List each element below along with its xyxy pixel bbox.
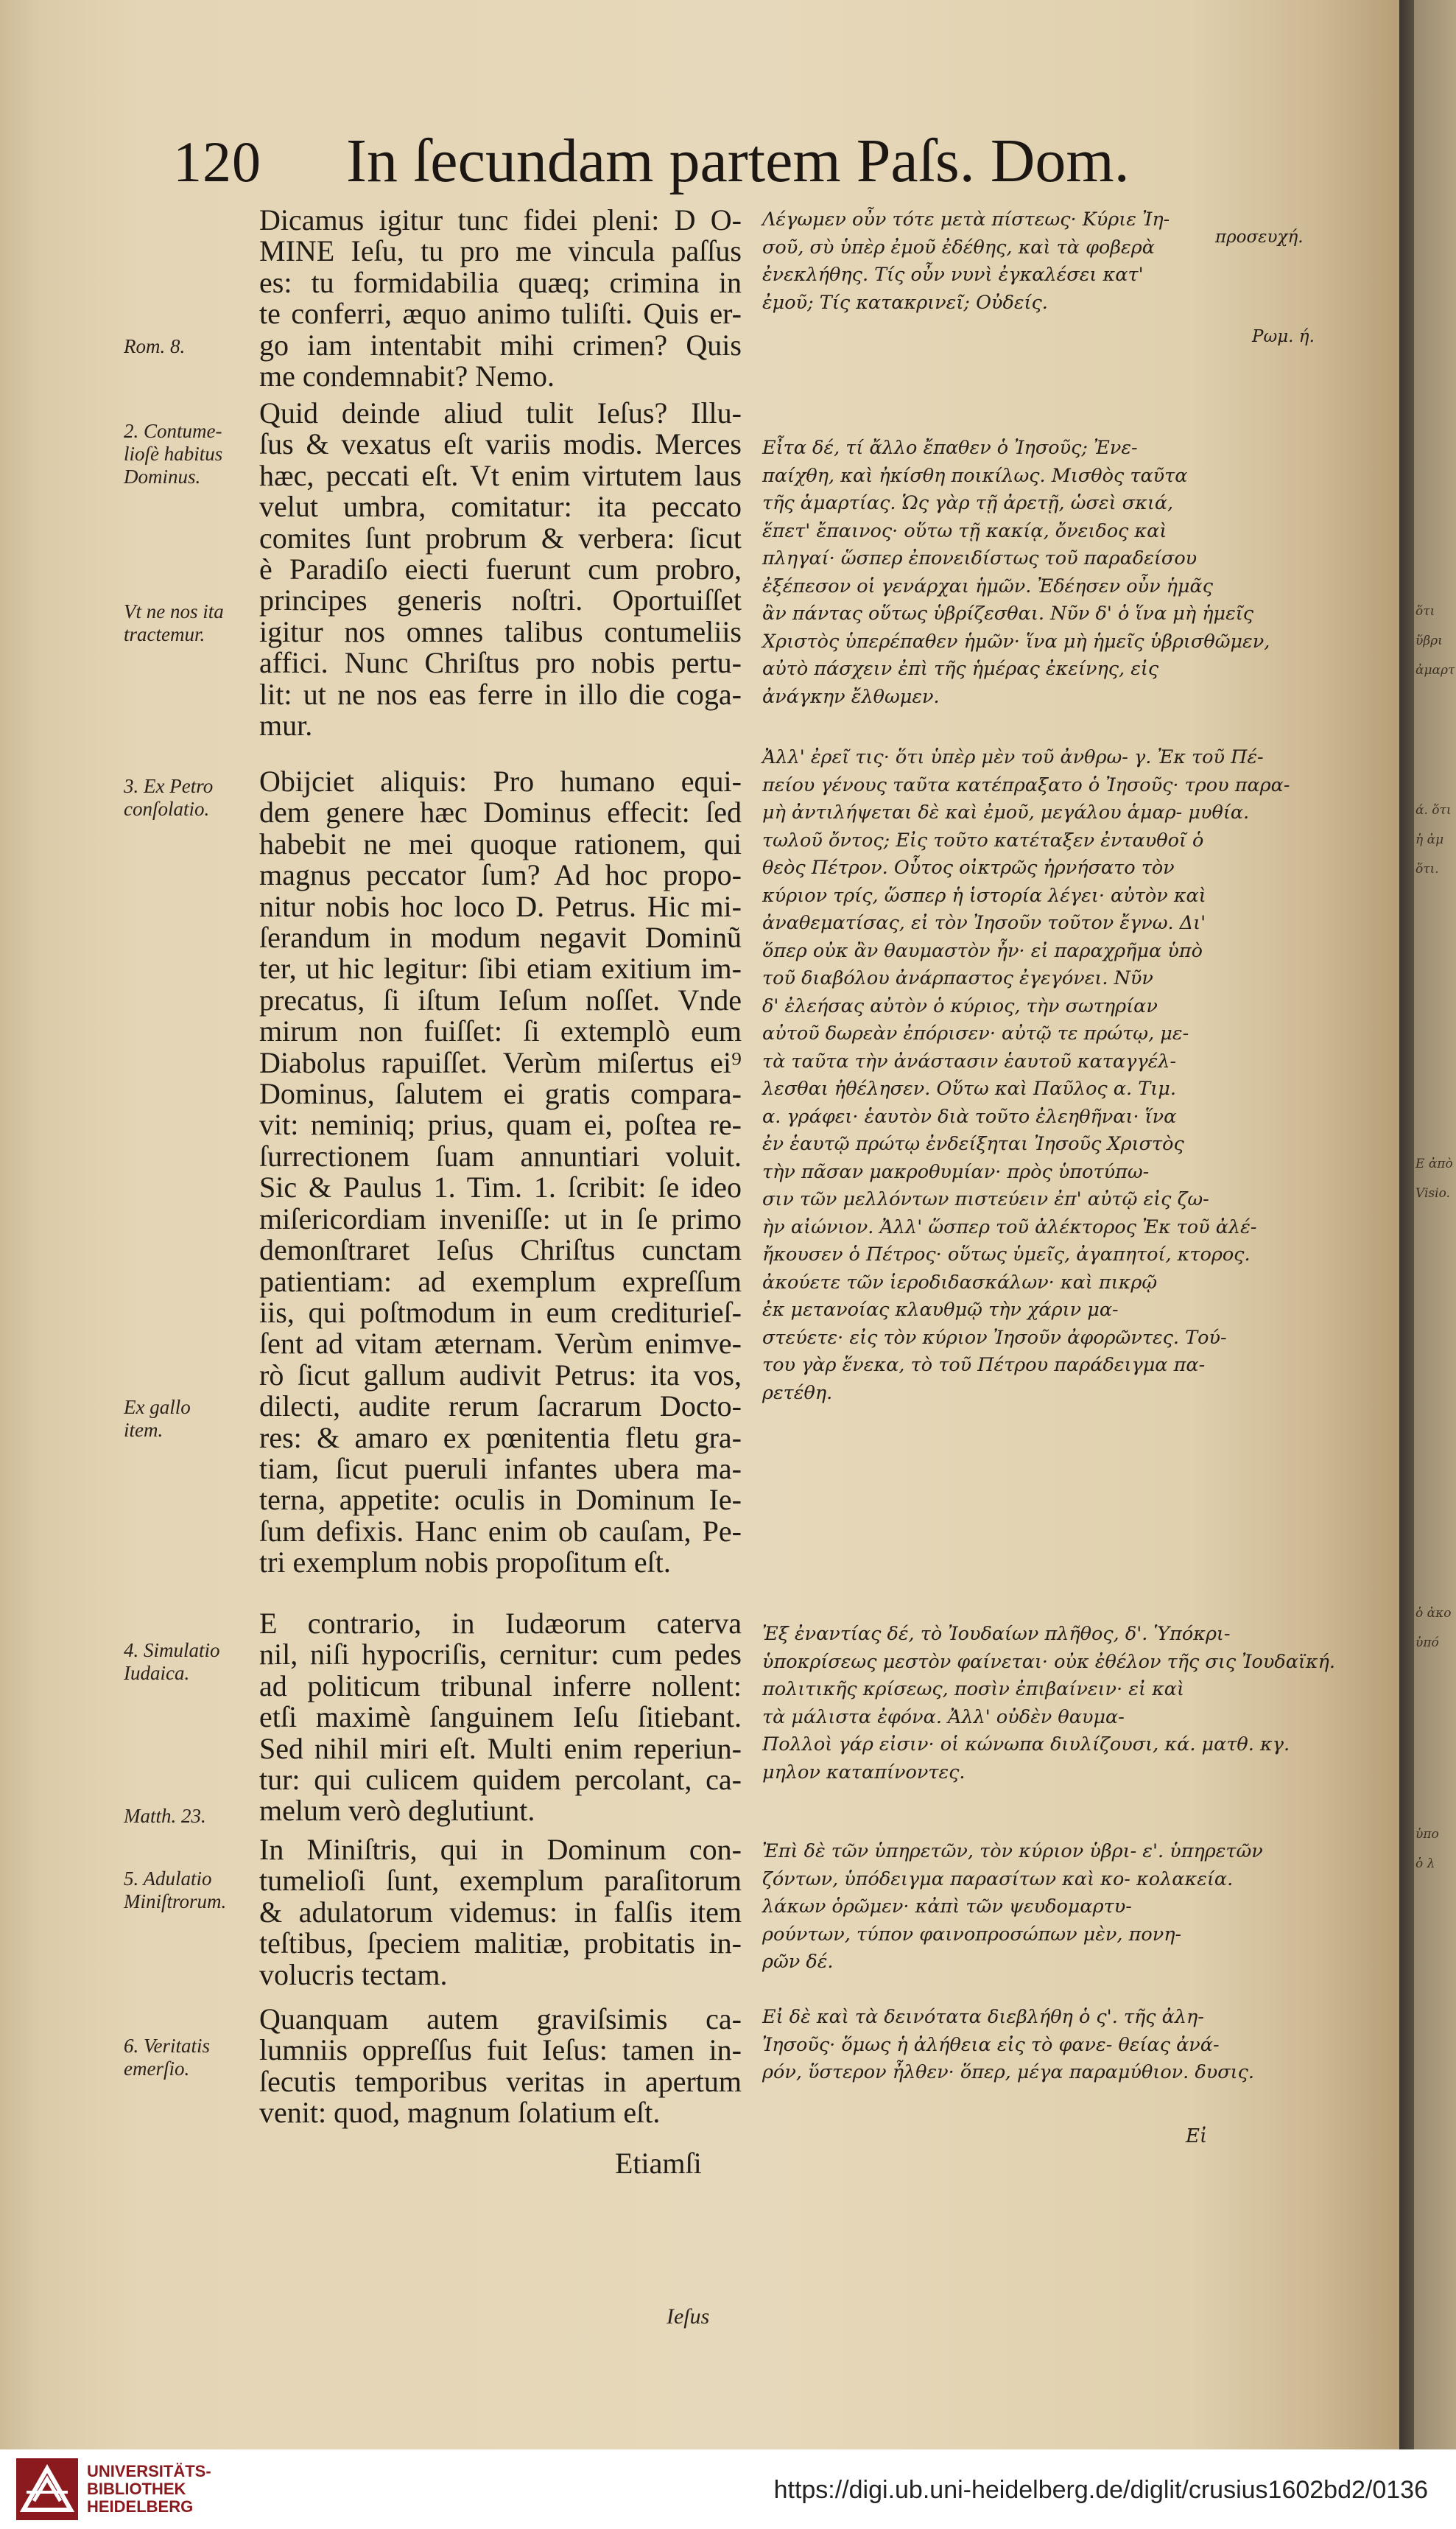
text-line: στεύετε· εἰς τὸν κύριον Ἰησοῦν ἀφορῶντες. Τού- [762,1326,1227,1349]
latin-paragraph [259,766,742,1579]
text-line: Χριστὸς ὑπερέπαθεν ἡμῶν· ἵνα μὴ ἡμεῖς ὑβρισθῶμεν, [762,630,1270,653]
text-line: go iam intentabit mihi crimen? Quis [259,328,742,362]
text-line: τὰ μάλιστα ἐφόνα. Ἀλλ' οὐδὲν θαυμα- [762,1705,1125,1728]
text-line: τὴν πᾶσαν μακροθυμίαν· πρὸς ὑποτύπω- [762,1160,1150,1183]
text-line: demonſtraret Ieſus Chriſtus cunctam [259,1233,742,1267]
text-line: ὴν αἰώνιον. Ἀλλ' ὥσπερ τοῦ ἀλέκτορος Ἐκ τοῦ ἀλέ- [762,1216,1257,1238]
text-line: ζόντων, ὑπόδειγμα παρασίτων καὶ κο- κολακεία. [762,1867,1234,1890]
text-line: Εἰ δὲ καὶ τὰ δεινότατα διεβλήθη ὁ ς'. τῆς ἀλη- [762,2006,1204,2028]
library-name [87,2463,211,2516]
text-line: Ἐπὶ δὲ τῶν ὑπηρετῶν, τὸν κύριον ὑβρι- ε'. ὑπηρετῶν [762,1840,1263,1862]
text-line: παίχθη, καὶ ἠκίσθη ποικίλως. Μισθὸς ταῦτα [762,464,1188,487]
text-line: Ἐξ ἐναντίας δέ, τὸ Ἰουδαίων πλῆθος, δ'. Ὑπόκρι- [762,1623,1231,1645]
viewer-footer [0,2449,1456,2529]
text-line: μὴ ἀντιλήψεται δὲ καὶ ἐμοῦ, μεγάλου ἁμαρ- μυθία. [762,802,1250,824]
neighbor-fragment: ἡ ἀμ [1415,832,1444,847]
latin-paragraph [259,2004,742,2129]
text-line: ὑποκρίσεως μεστὸν φαίνεται· οὐκ ἐθέλον τῆς σις Ἰουδαϊκή. [762,1650,1336,1673]
text-line: ἂν πάντας οὕτως ὑβρίζεσθαι. Νῦν δ' ὁ ἵνα μὴ ἡμεῖς [762,603,1254,625]
text-line: Sed nihil miri eſt. Multi enim reperiun- [259,1731,742,1765]
text-line: ſerandum in modum negavit Dominũ [259,921,742,955]
text-line: ἐμοῦ; Τίς κατακρινεῖ; Οὐδείς. [762,291,1048,314]
text-line: nitur nobis hoc loco D. Petrus. Hic mi- [259,889,742,923]
text-line: tri exemplum nobis propoſitum eſt. [259,1546,671,1579]
text-line: Dominus, ſalutem ei gratis compara- [259,1077,742,1111]
text-line: 5. Adulatio [124,1867,212,1890]
text-line: ἤκουσεν ὁ Πέτρος· οὕτως ὑμεῖς, ἀγαπητοί, κτορος. [762,1244,1251,1266]
text-line: Εἶτα δέ, τί ἄλλο ἔπαθεν ὁ Ἰησοῦς; Ἐνε- [762,437,1138,459]
text-line: 3. Ex Petro [124,775,214,797]
neighbor-fragment: Visio. [1415,1186,1450,1201]
text-line: α. γράφει· ἑαυτὸν διὰ τοῦτο ἐλεηθῆναι· ἵνα [762,1105,1177,1128]
margin-note [124,1867,256,1913]
text-line: ἀναθεματίσας, εἰ τὸν Ἰησοῦν τοῦτον ἔγνω. Δι' [762,912,1206,934]
text-line: & adulatorum videmus: in falſis item [259,1895,742,1929]
text-line: affici. Nunc Chriſtus pro nobis pertu- [259,646,742,680]
text-line: Miniſtrorum. [124,1890,227,1912]
neighbor-fragment: ὕβρι [1415,634,1443,648]
text-line: αὐτοῦ δωρεὰν ἐπόρισεν· αὐτῷ τε πρώτῳ, με- [762,1023,1189,1045]
text-line: mur. [259,709,313,743]
text-line: Vt ne nos ita [124,600,224,622]
text-line: τωλοῦ ὄντος; Εἰς τοῦτο κατέταξεν ἐνταυθοῖ ὁ [762,829,1204,852]
neighbor-fragment: ὅτι [1415,604,1435,619]
text-line: Ἀλλ' ἐρεῖ τις· ὅτι ὑπὲρ μὲν τοῦ ἀνθρω- γ. Ἐκ τοῦ Πέ- [762,746,1264,768]
text-line: 6. Veritatis [124,2035,211,2057]
text-line: te conferri, æquo animo tuliſti. Quis er- [259,297,742,331]
text-line: κύριον τρίς, ὥσπερ ἡ ἱστορία λέγει· αὐτὸν καὶ [762,884,1206,907]
text-line: lumniis oppreſſus fuit Ieſus: tamen in- [259,2033,742,2067]
margin-note [124,335,256,358]
text-line: tumelioſi ſunt, exemplum paraſitorum [259,1864,742,1898]
margin-note [124,600,256,646]
text-line: ad politicum tribunal inferre nollent: [259,1669,742,1702]
text-line: E contrario, in Iudæorum caterva [259,1607,742,1640]
text-line: Matth. 23. [124,1805,206,1827]
text-line: ἐκ μετανοίας κλαυθμῷ τὴν χάριν μα- [762,1299,1119,1321]
text-line: μηλον καταπίνοντες. [762,1761,966,1783]
text-line: Λέγωμεν οὖν τότε μετὰ πίστεως· Κύριε Ἰη- [762,208,1170,231]
text-line: ὅπερ οὐκ ἂν θαυμαστὸν ἦν· εἰ παραχρῆμα ὑπὸ [762,939,1203,962]
text-line: me condemnabit? Nemo. [259,359,555,393]
greek-paragraph [762,435,1270,711]
text-line: velut umbra, comitatur: ita peccato [259,490,742,524]
greek-margin-note: Ρωμ. ή. [1252,327,1315,346]
text-line: τοῦ διαβόλου ἀνάρπαστος ἐγεγόνει. Νῦν [762,967,1153,989]
text-line: λάκων ὁρῶμεν· κἀπὶ τῶν ψευδομαρτυ- [762,1895,1132,1918]
catchword: Etiamſi [615,2147,702,2180]
library-name-line: UNIVERSITÄTS- [87,2462,211,2480]
text-line: precatus, ſi iſtum Ieſum noſſet. Vnde [259,983,742,1017]
neighbor-fragment: ὑπό [1415,1635,1439,1650]
text-line: ſent ad vitam æternam. Verùm enimve- [259,1327,742,1361]
text-line: teſtibus, ſpeciem malitiæ, probitatis in- [259,1926,742,1960]
text-line: magnus peccator ſum? Ad hoc propo- [259,858,742,892]
text-line: MINE Ieſu, tu pro me vincula paſſus [259,234,742,268]
text-line: ἕπετ' ἔπαινος· οὕτω τῇ κακίᾳ, ὄνειδος καὶ [762,519,1167,542]
neighbor-page-edge [1414,0,1456,2449]
text-line: venit: quod, magnum ſolatium eſt. [259,2096,661,2130]
library-logo-icon [16,2458,78,2520]
text-line: Quid deinde aliud tulit Ieſus? Illu- [259,396,742,429]
greek-margin-note: προσευχή. [1215,228,1304,247]
greek-paragraph [762,1621,1336,1786]
neighbor-fragment: ὑπο [1415,1827,1439,1842]
text-line: Dicamus igitur tunc fidei pleni: D O- [259,203,742,236]
margin-note [124,1396,256,1442]
text-line: etſi maximè ſanguinem Ieſu ſitiebant. [259,1700,742,1734]
neighbor-fragment: ἀμαρτ [1415,663,1455,678]
text-line: 2. Contume- [124,420,222,442]
text-line: ρετέθη. [762,1381,833,1404]
text-line: miſericordiam inveniſſe: ut in ſe primo [259,1202,742,1235]
text-line: ρῶν δέ. [762,1951,834,1973]
margin-note [124,2035,256,2080]
text-line: mirum non fuiſſet: ſi extemplò eum [259,1014,742,1048]
greek-catchword: Εἰ [1186,2125,1208,2147]
text-line: è Paradiſo eiecti fuerunt cum probro, [259,553,742,586]
text-line: volucris tectam. [259,1957,448,1991]
greek-paragraph [762,1838,1263,1976]
text-line: dilecti, audite rerum ſacrarum Docto- [259,1389,742,1423]
text-line: In Miniſtris, qui in Dominum con- [259,1833,742,1866]
text-line: ter, ut hic legitur: ſibi etiam exitium im- [259,952,742,986]
library-name-line: BIBLIOTHEK [87,2480,186,2498]
text-line: nil, niſi hypocriſis, cernitur: cum pedes [259,1638,742,1672]
text-line: πολιτικῆς κρίσεως, ποσὶν ἐπιβαίνειν· εἰ καὶ [762,1678,1185,1700]
text-line: terna, appetite: oculis in Dominum Ie- [259,1483,742,1517]
text-line: dem genere hæc Dominus effecit: ſed [259,796,742,829]
text-line: Ἰησοῦς· ὅμως ἡ ἀλήθεια εἰς τὸ φανε- θείας ἀνά- [762,2033,1220,2056]
text-line: res: & amaro ex pœnitentia fletu gra- [259,1420,742,1454]
text-line: Πολλοὶ γάρ εἰσιν· οἱ κώνωπα διυλίζουσι, κά. ματθ. κγ. [762,1733,1290,1755]
text-line: δ' ἐλεήσας αὐτὸν ὁ κύριος, τὴν σωτηρίαν [762,995,1158,1017]
margin-note [124,420,256,488]
latin-paragraph [259,1834,742,1990]
text-line: comites ſunt probrum & verbera: ſicut [259,521,742,555]
text-line: Iudaica. [124,1662,190,1684]
text-line: melum verò deglutiunt. [259,1794,535,1828]
text-line: του γὰρ ἕνεκα, τὸ τοῦ Πέτρου παράδειγμα πα- [762,1354,1206,1376]
page-number: 120 [173,130,261,194]
text-line: iis, qui poſtmodum in eum crediturieſ- [259,1295,742,1329]
text-line: Diabolus rapuiſſet. Verùm miſertus ei⁹ [259,1045,742,1079]
text-line: tur: qui culicem quidem percolant, ca- [259,1763,742,1797]
text-line: item. [124,1419,163,1441]
text-line: es: tu formidabilia quæq; crimina in [259,265,742,299]
latin-paragraph [259,205,742,392]
text-line: tiam, ſicut pueruli infantes ubera ma- [259,1451,742,1485]
neighbor-fragment: ά. ὅτι [1415,803,1452,818]
text-line: ἐν ἑαυτῷ πρώτῳ ἐνδείξηται Ἰησοῦς Χριστὸς [762,1133,1184,1155]
text-line: hæc, peccati eſt. Vt enim virtutem laus [259,458,742,492]
text-line: principes generis noſtri. Oportuiſſet [259,583,742,617]
text-line: ſecutis temporibus veritas in apertum [259,2064,742,2098]
text-line: ſus & vexatus eſt variis modis. Merces [259,427,742,461]
neighbor-fragment: ὁ λ [1415,1856,1435,1871]
permalink-url[interactable]: https://digi.ub.uni-heidelberg.de/diglit/crusius1602bd2/0136 [773,2476,1428,2504]
text-line: ἐνεκλήθης. Τίς οὖν νυνὶ ἐγκαλέσει κατ' [762,264,1144,286]
library-name-line: HEIDELBERG [87,2497,194,2516]
text-line: τὰ ταῦτα τὴν ἀνάστασιν ἑαυτοῦ καταγγέλ- [762,1050,1177,1073]
text-line: σιν τῶν μελλόντων πιστεύειν ἐπ' αὐτῷ εἰς ζω- [762,1188,1209,1210]
text-line: ρούντων, τύπον φαινοπροσώπων μὲν, πονη- [762,1923,1182,1946]
text-line: lit: ut ne nos eas ferre in illo die coga- [259,677,742,711]
latin-paragraph [259,398,742,741]
text-line: πληγαί· ὥσπερ ἐπονειδίστως τοῦ παραδείσου [762,547,1197,569]
running-head: In ſecundam partem Paſs. Dom. [346,127,1130,195]
text-line: habebit ne mei quoque rationem, qui [259,827,742,860]
text-line: rò ſicut gallum audivit Petrus: ita vos, [259,1358,742,1392]
text-line: conſolatio. [124,798,210,820]
text-line: Obijciet aliquis: Pro humano equi- [259,765,742,798]
text-line: patientiam: ad exemplum expreſſum [259,1264,742,1298]
greek-paragraph [762,2004,1255,2087]
text-line: Sic & Paulus 1. Tim. 1. ſcribit: ſe ideo [259,1171,742,1204]
text-line: σοῦ, σὺ ὑπὲρ ἐμοῦ ἐδέθης, καὶ τὰ φοβερὰ [762,236,1155,259]
text-line: 4. Simulatio [124,1639,220,1661]
text-line: θεὸς Πέτρον. Οὗτος οἰκτρῶς ἠρνήσατο τὸν [762,857,1175,879]
text-line: Dominus. [124,466,201,488]
text-line: λεσθαι ἠθέλησεν. Οὕτω καὶ Παῦλος α. Τιμ. [762,1078,1176,1100]
greek-paragraph [762,206,1234,317]
text-line: Ex gallo [124,1396,191,1418]
margin-note [124,775,256,821]
text-line: πείου γένους ταῦτα κατέπραξατο ὁ Ἰησοῦς· τρου παρα- [762,774,1290,796]
text-line: igitur nos omnes talibus contumeliis [259,614,742,648]
greek-paragraph [762,744,1290,1407]
signature-mark: Ieſus [667,2304,710,2329]
neighbor-fragment: Ε ἀπὸ [1415,1157,1453,1171]
text-line: ſum defixis. Hanc enim ob cauſam, Pe- [259,1514,742,1548]
text-line: emerſio. [124,2058,190,2080]
text-line: ſurrectionem ſuam annuntiari voluit. [259,1139,742,1173]
text-line: ἐξέπεσον οἱ γενάρχαι ἡμῶν. Ἐδέησεν οὖν ἡμᾶς [762,575,1214,597]
latin-paragraph [259,1608,742,1827]
text-line: ρόν, ὕστερον ἦλθεν· ὅπερ, μέγα παραμύθιον. δυσις. [762,2061,1255,2083]
margin-note [124,1805,256,1828]
text-line: ἀνάγκην ἔλθωμεν. [762,685,940,708]
neighbor-fragment: ὁ ἀκο [1415,1606,1452,1621]
text-line: Quanquam autem graviſsimis ca- [259,2002,742,2035]
text-line: vit: neminiq; prius, quam ei, poſtea re- [259,1108,742,1142]
text-line: lioſè habitus [124,443,223,465]
margin-note [124,1639,256,1685]
text-line: αὐτὸ πάσχειν ἐπὶ τῆς ἡμέρας ἐκείνης, εἰς [762,658,1159,680]
text-line: tractemur. [124,623,205,645]
text-line: ἀκούετε τῶν ἱεροδιδασκάλων· καὶ πικρῷ [762,1271,1158,1294]
text-line: Rom. 8. [124,335,186,357]
text-line: τῆς ἁμαρτίας. Ὡς γὰρ τῇ ἀρετῇ, ὡσεὶ σκιά, [762,492,1174,514]
neighbor-fragment: ὅτι. [1415,862,1439,877]
